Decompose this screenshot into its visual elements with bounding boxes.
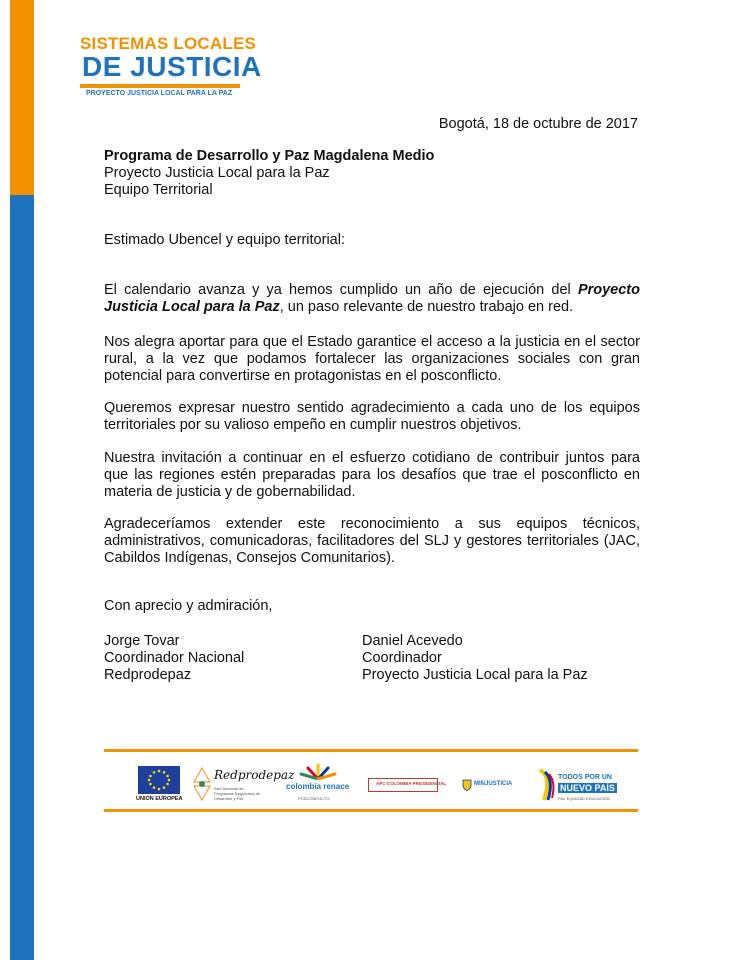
eu-flag-icon [138,766,180,794]
paragraph-1-emphasis: Proyecto Justicia Local para la Paz [104,282,640,315]
tpn-line3: PAZ EQUIDAD EDUCACIÓN [558,796,610,801]
colombia-renace-caption: POSCONFLICTO [298,796,330,801]
logo-rule [80,84,240,88]
eu-caption: UNIÓN EUROPEA [136,796,183,802]
paragraph-1 [104,282,640,316]
paragraph-4: Nuestra invitación a continuar en el esfuerzo cotidiano de contribuir juntos para que las regiones estén preparadas para los desafíos que trae el posconflicto en materia de justicia y de gobernabilidad. [104,450,640,500]
recipient-project: Proyecto Justicia Local para la Paz [104,165,330,181]
signatory-right [362,633,588,684]
logo-subtitle: PROYECTO JUSTICIA LOCAL PARA LA PAZ [86,90,233,97]
paragraph-3: Queremos expresar nuestro sentido agradecimiento a cada uno de los equipos territoriales por su valioso empeño en cumplir nuestros objetivos. [104,400,640,433]
paragraph-5: Agradeceríamos extender este reconocimiento a sus equipos técnicos, administrativos, comunicadoras, facilitadores del SLJ y gestores territoriales (JAC, Cabildos Indígenas, Consejos Comunitarios). [104,516,640,566]
left-accent-bar-blue [10,195,34,960]
minjusticia-logo [462,762,522,806]
signatory-left [104,633,244,684]
colombia-renace-logo [284,762,354,806]
colombia-renace-rays-icon [298,762,338,780]
paragraph-1-after: , un paso relevante de nuestro trabajo en red. [279,299,574,315]
signatory-left-role: Coordinador Nacional [104,650,245,666]
footer-rule-bottom [104,809,638,812]
signatory-left-org: Redprodepaz [104,667,192,683]
sistemas-locales-logo [80,34,262,98]
tpn-flag-swoosh-icon [536,768,556,802]
apc-name: APC-COLOMBIA PRESIDENCIAL [376,781,447,786]
redprodepaz-name: Redprodepaz [214,768,295,782]
recipient-team: Equipo Territorial [104,182,213,198]
logo-title-line2: DE JUSTICIA [82,51,262,82]
letter-greeting: Estimado Ubencel y equipo territorial: [104,232,345,248]
colombia-renace-name: colombia renace [286,782,350,791]
left-accent-bar-orange [10,0,34,195]
redprodepaz-logo [192,762,295,806]
footer-rule-top [104,749,638,752]
letter-date: Bogotá, 18 de octubre de 2017 [438,116,638,132]
minjusticia-name: MINJUSTICIA [474,781,513,787]
footer-logos [132,762,622,806]
signatory-left-name: Jorge Tovar [104,633,180,649]
tpn-line1: TODOS POR UN [558,774,612,781]
minjusticia-shield-icon [462,779,472,791]
paragraph-2: Nos alegra aportar para que el Estado garantice el acceso a la justicia en el sector rural, a la vez que podamos fortalecer las organizaciones sociales con gran potencial para convertirse en protagonistas en el posconflicto. [104,334,640,384]
redprodepaz-emblem-icon [192,766,212,802]
tpn-line2: NUEVO PAÍS [560,783,615,793]
signatory-right-name: Daniel Acevedo [362,633,463,649]
recipient-organization: Programa de Desarrollo y Paz Magdalena Medio [104,148,435,164]
apc-colombia-logo [368,762,447,806]
signatory-right-role: Coordinador [362,650,442,666]
paragraph-1-before: El calendario avanza y ya hemos cumplido un año de ejecución del [104,282,578,298]
todos-por-un-nuevo-pais-logo [536,762,622,806]
letter-closing: Con aprecio y admiración, [104,598,273,614]
redprodepaz-caption: Red Nacional de Programas Regionales de Desarrollo y Paz [214,786,261,801]
signatory-right-org: Proyecto Justicia Local para la Paz [362,667,588,683]
logo-title-line1: SISTEMAS LOCALES [80,34,257,53]
eu-logo [136,762,182,806]
